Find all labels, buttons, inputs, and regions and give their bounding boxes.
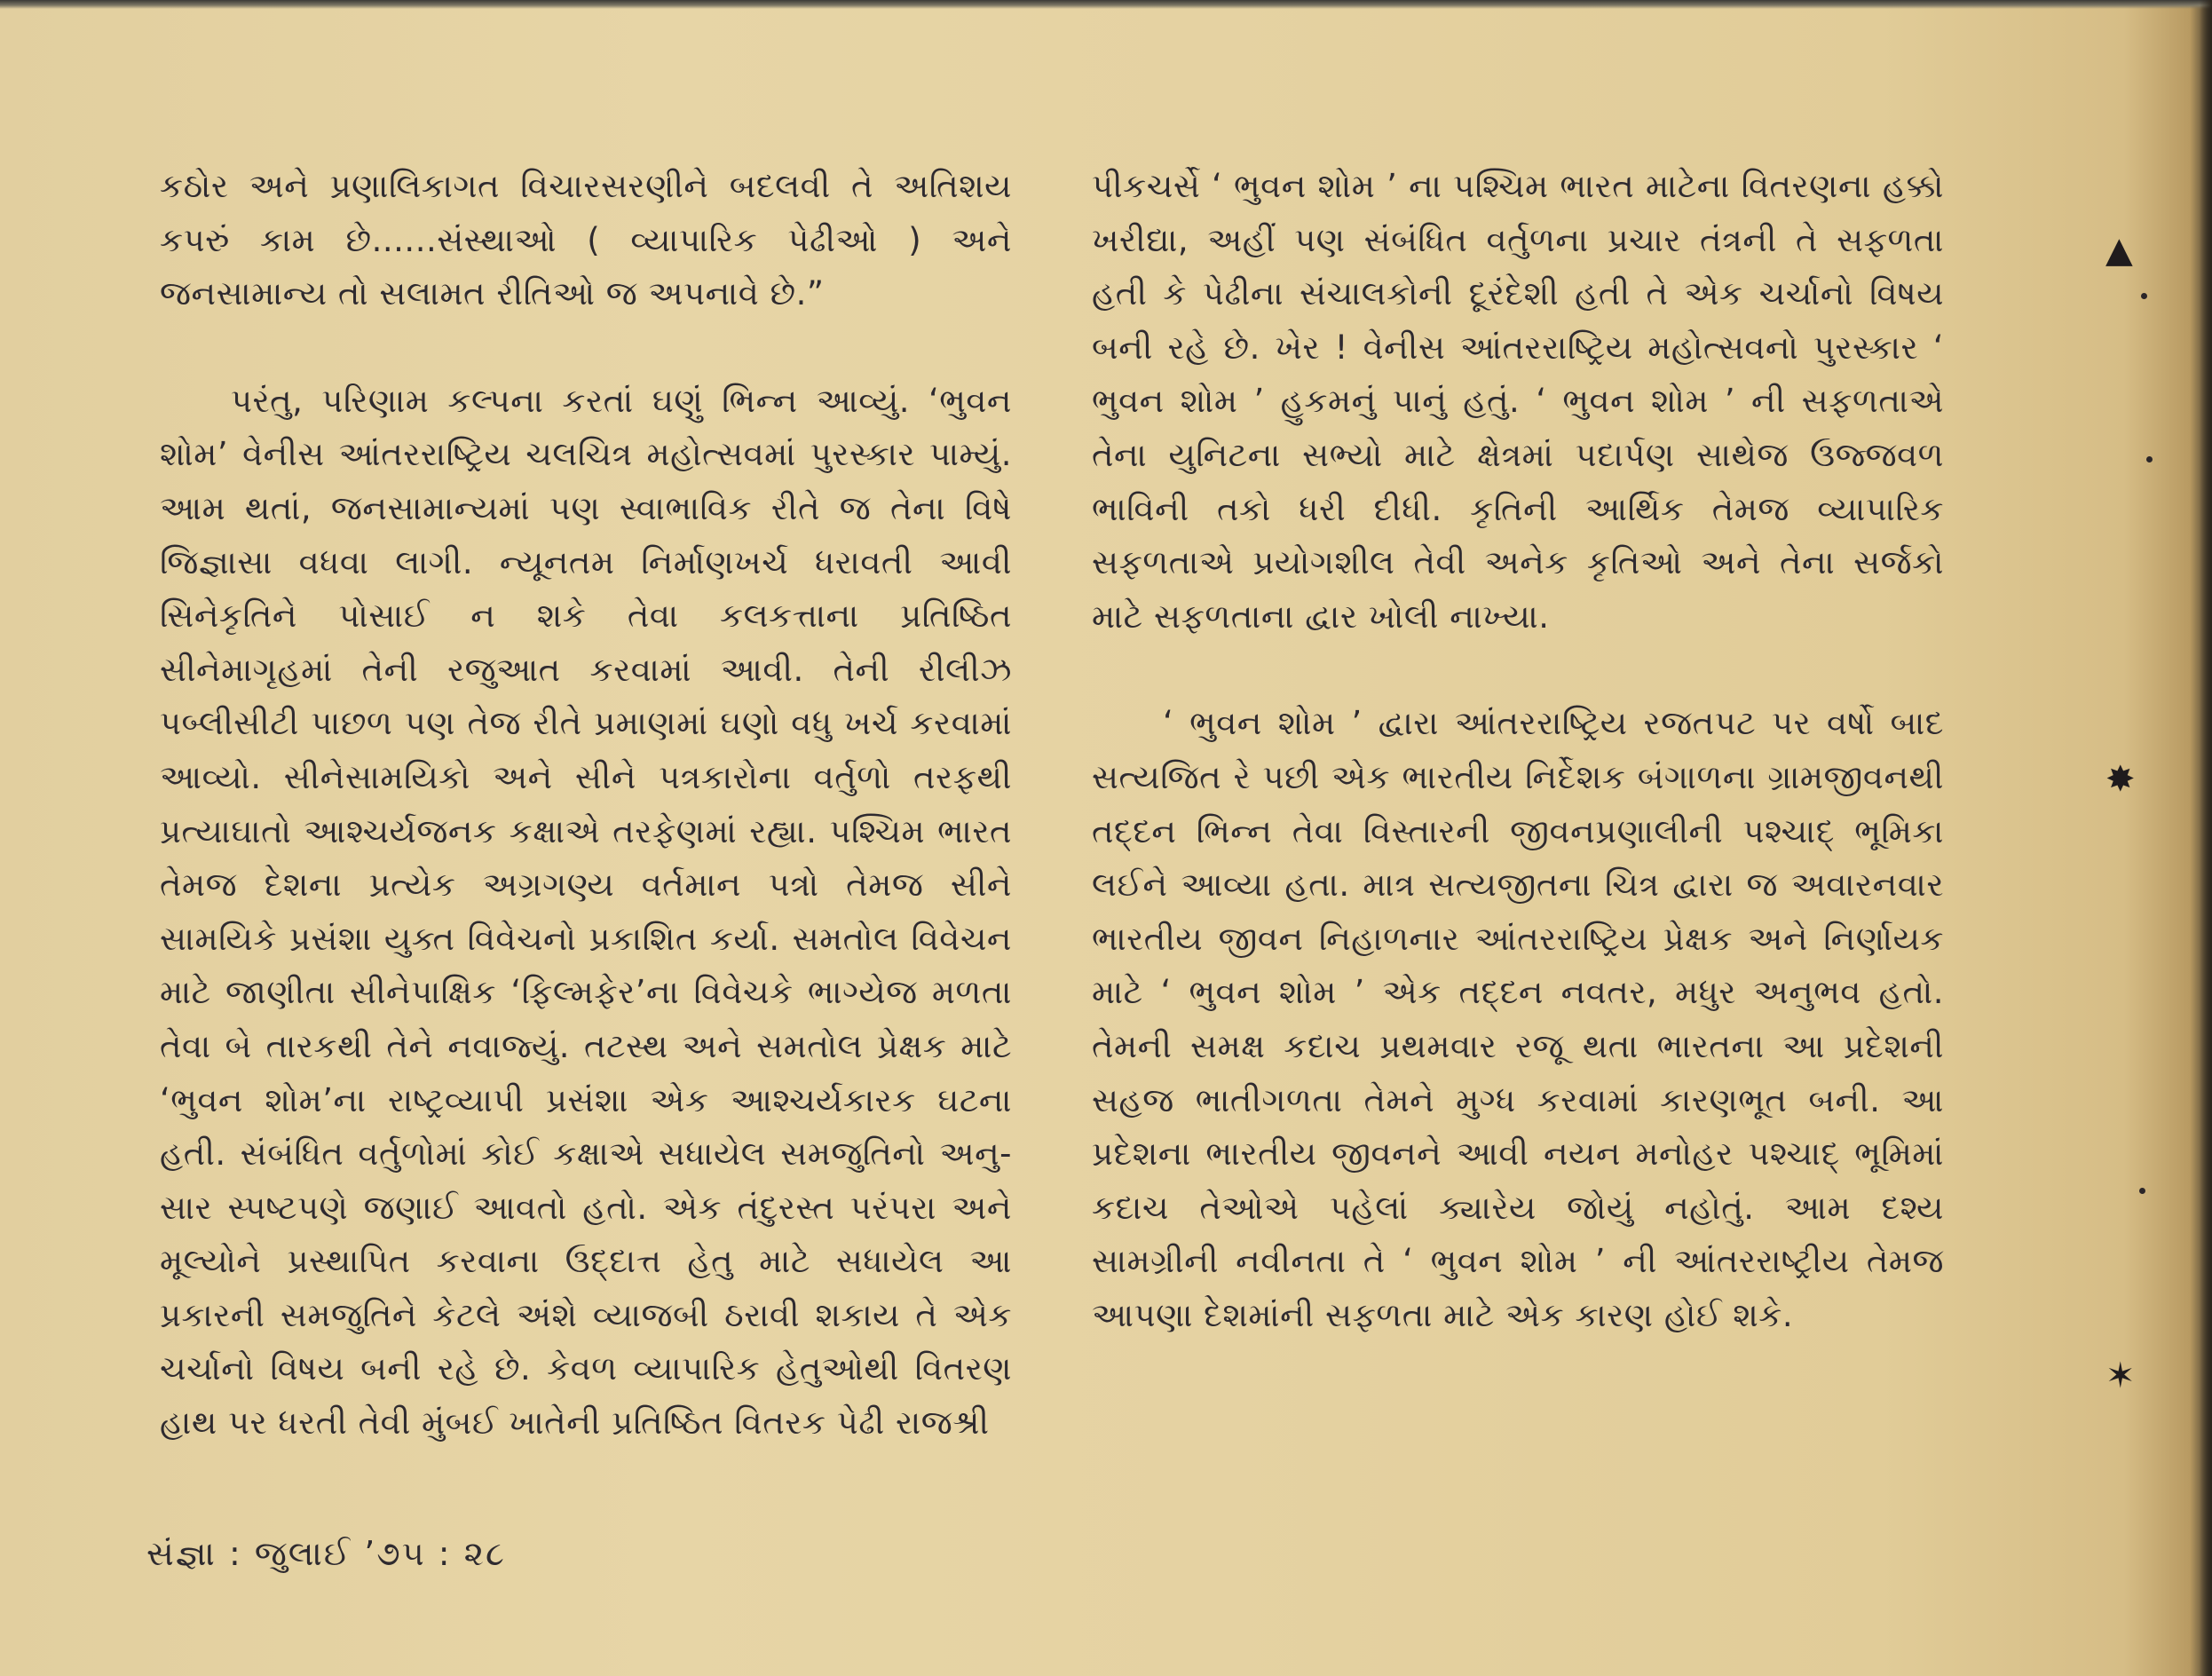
- left-column: [160, 160, 1012, 1451]
- margin-speck: [2146, 456, 2153, 462]
- page-footer: સંજ્ઞા : જુલાઈ ’૭૫ : ૨૮: [146, 1534, 506, 1573]
- margin-mark-icon: ▲: [2105, 230, 2133, 271]
- right-paragraph-1: પીકચર્સે ‘ ભુવન શોમ ’ ના પશ્ચિમ ભારત માટેના વિતરણના હક્કો ખરીદ્યા, અહીં પણ સંબંધિત વર્તુળના પ્રચાર તંત્રની તે સફળતા હતી કે પેઢીના સંચાલકોની દૂરંદેશી હતી તે એક ચર્ચાનો વિષય બની રહે છે. ખેર ! વેનીસ આંતરરાષ્ટ્રિય મહોત્સવનો પુરસ્કાર ‘ ભુવન શોમ ’ હુકમનું પાનું હતું. ‘ ભુવન શોમ ’ ની સફળતાએ તેના યુનિટના સભ્યો માટે ક્ષેત્રમાં પદાર્પણ સાથેજ ઉજ્જવળ ભાવિની તકો ધરી દીધી. કૃતિની આર્થિક તેમજ વ્યાપારિક સફળતાએ પ્રયોગશીલ તેવી અનેક કૃતિઓ અને તેના સર્જકો માટે સફળતાના દ્વાર ખોલી નાખ્યા.: [1092, 167, 1944, 636]
- margin-mark-icon: ✶: [2105, 1356, 2136, 1396]
- margin-speck: [2139, 1188, 2145, 1194]
- margin-speck: [2141, 293, 2147, 299]
- right-column: [1092, 160, 1944, 1342]
- left-paragraph-2: પરંતુ, પરિણામ કલ્પના કરતાં ઘણું ભિન્ન આવ્યું. ‘ભુવન શોમ’ વેનીસ આંતરરાષ્ટ્રિય ચલચિત્ર મહોત્સવમાં પુરસ્કાર પામ્યું. આમ થતાં, જનસામાન્યમાં પણ સ્વાભાવિક રીતે જ તેના વિષે જિજ્ઞાસા વધવા લાગી. ન્યૂનતમ નિર્માણખર્ચ ધરાવતી આવી સિનેકૃતિને પોસાઈ ન શકે તેવા કલકત્તાના પ્રતિષ્ઠિત સીનેમાગૃહમાં તેની રજુઆત કરવામાં આવી. તેની રીલીઝ પબ્લીસીટી પાછળ પણ તેજ રીતે પ્રમાણમાં ઘણો વધુ ખર્ચ કરવામાં આવ્યો. સીનેસામયિકો અને સીને પત્રકારોના વર્તુળો તરફથી પ્રત્યાઘાતો આશ્ચર્યજનક કક્ષાએ તરફેણમાં રહ્યા. પશ્ચિમ ભારત તેમજ દેશના પ્રત્યેક અગ્રગણ્ય વર્તમાન પત્રો તેમજ સીને સામયિકે પ્રસંશા યુક્ત વિવેચનો પ્રકાશિત કર્યા. સમતોલ વિવેચન માટે જાણીતા સીનેપાક્ષિક ‘ફિલ્મફેર’ના વિવેચકે ભાગ્યેજ મળતા તેવા બે તારકથી તેને નવાજ્યું. તટસ્થ અને સમતોલ પ્રેક્ષક માટે ‘ભુવન શોમ’ના રાષ્ટ્રવ્યાપી પ્રસંશા એક આશ્ચર્યકારક ઘટના હતી. સંબંધિત વર્તુળોમાં કોઈ કક્ષાએ સધાયેલ સમજુતિનો અનુ- સાર સ્પષ્ટપણે જણાઈ આવતો હતો. એક તંદુરસ્ત પરંપરા અને મૂલ્યોને પ્રસ્થાપિત કરવાના ઉદ્દાત્ત હેતુ માટે સધાયેલ આ પ્રકારની સમજુતિને કેટલે અંશે વ્યાજબી ઠરાવી શકાય તે એક ચર્ચાનો વિષય બની રહે છે. કેવળ વ્યાપારિક હેતુઓથી વિતરણ હાથ પર ધરતી તેવી મુંબઈ ખાતેની પ્રતિષ્ઠિત વિતરક પેઢી રાજશ્રી: [160, 381, 1012, 1443]
- page-binding-edge: [2200, 0, 2212, 1676]
- left-paragraph-1: કઠોર અને પ્રણાલિકાગત વિચારસરણીને બદલવી તે અતિશય કપરું કામ છે......સંસ્થાઓ ( વ્યાપારિક પેઢીઓ ) અને જનસામાન્ય તો સલામત રીતિઓ જ અપનાવે છે.”: [160, 167, 1012, 313]
- top-edge-shadow: [0, 0, 2212, 9]
- right-paragraph-2: ‘ ભુવન શોમ ’ દ્વારા આંતરરાષ્ટ્રિય રજતપટ પર વર્ષો બાદ સત્યજિત રે પછી એક ભારતીય નિર્દેશક બંગાળના ગ્રામજીવનથી તદ્દન ભિન્ન તેવા વિસ્તારની જીવનપ્રણાલીની પશ્ચાદ્ ભૂમિકા લઈને આવ્યા હતા. માત્ર સત્યજીતના ચિત્ર દ્વારા જ અવારનવાર ભારતીય જીવન નિહાળનાર આંતરરાષ્ટ્રિય પ્રેક્ષક અને નિર્ણાયક માટે ‘ ભુવન શોમ ’ એક તદ્દન નવતર, મધુર અનુભવ હતો. તેમની સમક્ષ કદાચ પ્રથમવાર રજૂ થતા ભારતના આ પ્રદેશની સહજ ભાતીગળતા તેમને મુગ્ધ કરવામાં કારણભૂત બની. આ પ્રદેશના ભારતીય જીવનને આવી નયન મનોહર પશ્ચાદ્ ભૂમિમાં કદાચ તેઓએ પહેલાં ક્યારેય જોયું નહોતું. આમ દશ્ય સામગ્રીની નવીનતા તે ‘ ભુવન શોમ ’ ની આંતરરાષ્ટ્રીય તેમજ આપણા દેશમાંની સફળતા માટે એક કારણ હોઈ શકે.: [1092, 704, 1944, 1334]
- margin-mark-icon: ✸: [2105, 759, 2136, 800]
